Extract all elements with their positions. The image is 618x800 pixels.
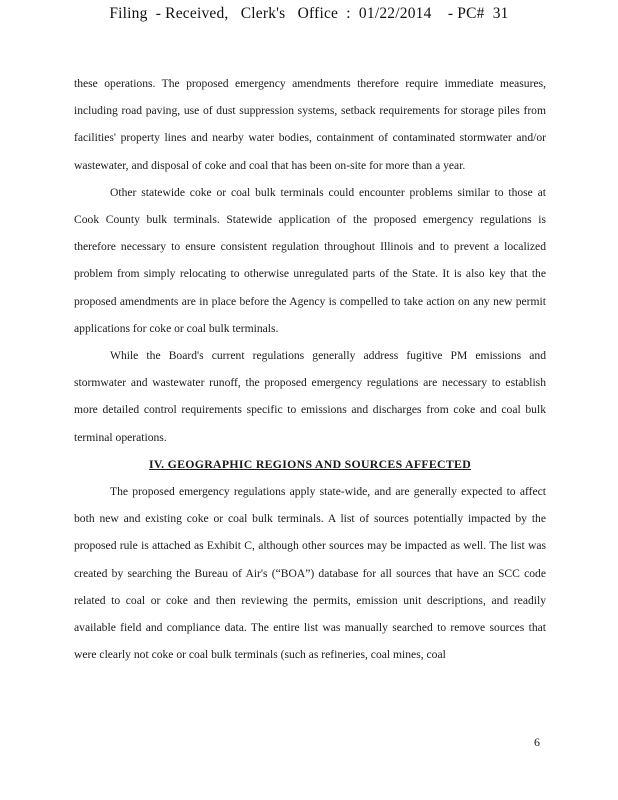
paragraph-sources-affected: The proposed emergency regulations apply state-wide, and are generally expected to affect both new and existing coke or coal bulk terminals. A list of sources potentially impacted by the proposed rule is attached as Exhibit C, although other sources may be impacted as well. The list was created by searching the Bureau of Air's (“BOA”) database for all sources that have an SCC code related to coal or coke and then reviewing the permits, emission unit descriptions, and readily available field and compliance data. The entire list was manually searched to remove sources that were clearly not coke or coal bulk terminals (such as refineries, coal mines, coal: [74, 485, 546, 662]
paragraph-statewide-terminals: Other statewide coke or coal bulk terminals could encounter problems similar to those at Cook County bulk terminals. Statewide application of the proposed emergency regulations is therefore necessary to ensure consistent regulation throughout Illinois and to prevent a localized problem from simply relocating to otherwise unregulated parts of the State. It is also key that the proposed amendments are in place before the Agency is compelled to take action on any new permit applications for coke or coal bulk terminals.: [74, 185, 546, 335]
paragraph-continued: these operations. The proposed emergency amendments therefore require immediate measures, including road paving, use of dust suppression systems, setback requirements for storage piles from facilities' property lines and nearby water bodies, containment of contaminated stormwater and/or wastewater, and disposal of coke and coal that has been on-site for more than a year.: [74, 77, 546, 172]
page-number: 6: [534, 735, 540, 749]
document-body: [74, 70, 546, 668]
paragraph-current-regulations: While the Board's current regulations generally address fugitive PM emissions and stormwater and wastewater runoff, the proposed emergency regulations are necessary to establish more detailed control requirements specific to emissions and discharges from coke and coal bulk terminal operations.: [74, 349, 546, 444]
section-heading: IV. GEOGRAPHIC REGIONS AND SOURCES AFFECTED: [148, 456, 472, 471]
filing-stamp-header: Filing - Received, Clerk's Office : 01/22/2014 - PC# 31: [109, 5, 509, 22]
